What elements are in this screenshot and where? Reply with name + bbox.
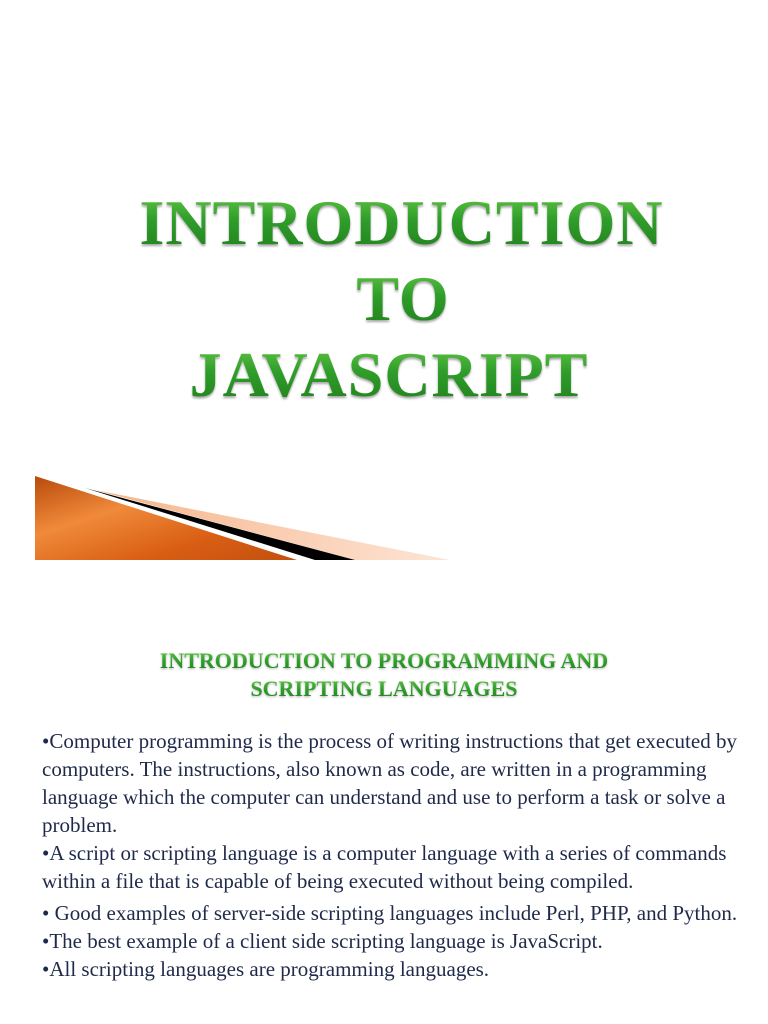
bullet-list [42,727,742,983]
section-heading-line-2: SCRIPTING LANGUAGES [0,675,768,703]
decorative-swoosh-shape [35,476,450,560]
bullet-item-4: •The best example of a client side scripting language is JavaScript. [42,929,603,953]
swoosh-orange-band [35,476,297,560]
bullet-item-2: •A script or scripting language is a computer language with a series of commands within a file that is capable of being executed without being compiled. [42,841,727,893]
section-heading [0,647,768,703]
bullet-item-3: • Good examples of server-side scripting languages include Perl, PHP, and Python. [42,901,738,925]
title-line-1: INTRODUCTION [35,185,768,261]
bullet-item-1: •Computer programming is the process of writing instructions that get executed by computers. The instructions, also known as code, are written in a programming language which the computer can understand and use to perform a task or solve a problem. [42,729,737,837]
section-heading-line-1: INTRODUCTION TO PROGRAMMING AND [0,647,768,675]
title-slide [0,185,768,413]
title-line-3: JAVASCRIPT [10,337,768,413]
bullet-item-5: •All scripting languages are programming languages. [42,957,490,981]
title-line-2: TO [38,261,768,337]
